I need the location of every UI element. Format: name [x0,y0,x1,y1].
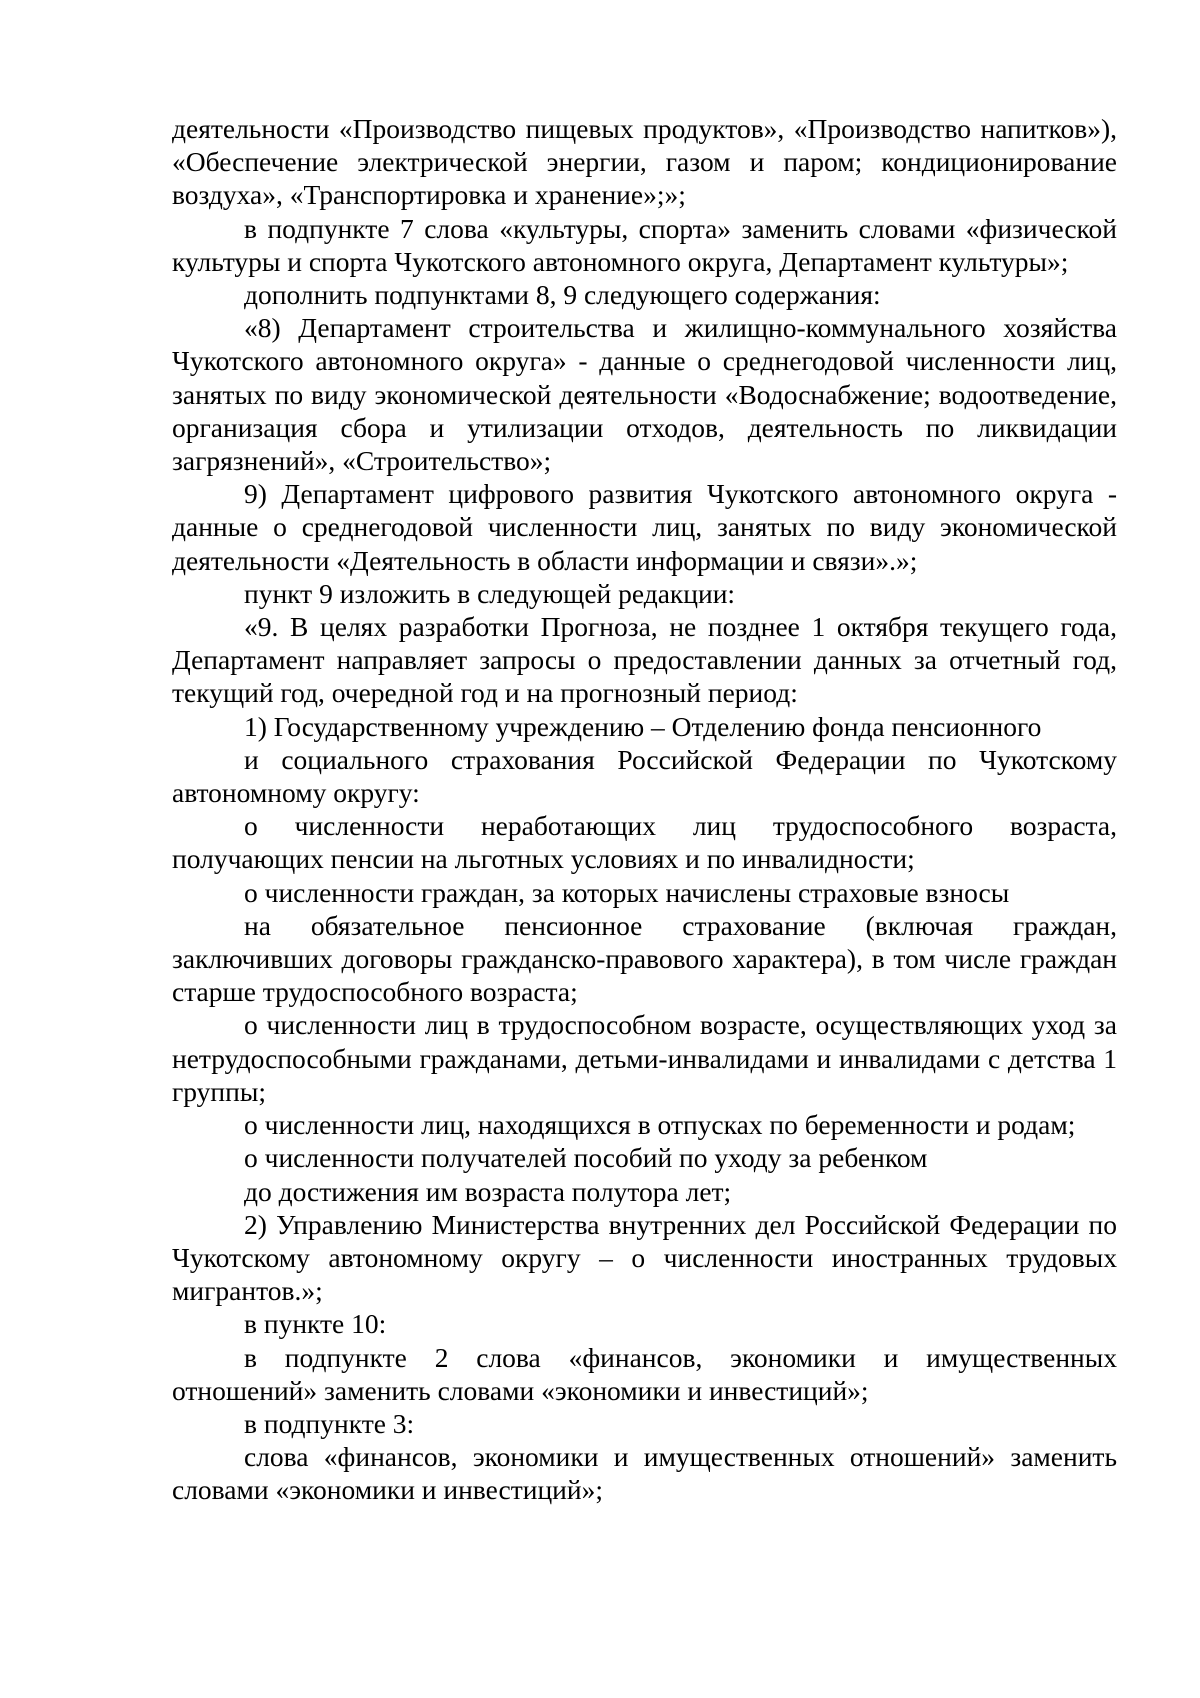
paragraph-2: в подпункте 7 слова «культуры, спорта» заменить словами «физической культуры и спорта Чукотского автономного округа, Департамент культуры»; [172,212,1117,277]
paragraph-8: 1) Государственному учреждению – Отделению фонда пенсионного [244,710,1042,742]
paragraph-19: в подпункте 2 слова «финансов, экономики и имущественных отношений» заменить словами «экономики и инвестиций»; [172,1341,1117,1406]
paragraph-17: 2) Управлению Министерства внутренних дел Российской Федерации по Чукотскому автономному округу – о численности иностранных трудовых мигрантов.»; [172,1208,1117,1307]
paragraph-10: о численности неработающих лиц трудоспособного возраста, получающих пенсии на льготных условиях и по инвалидности; [172,810,1117,875]
paragraph-18: в пункте 10: [244,1308,387,1340]
paragraph-4: «8) Департамент строительства и жилищно-коммунального хозяйства Чукотского автономного округа» - данные о среднегодовой численности лиц, занятых по виду экономической деятельности «Водоснабжение; водоотведение, организация сбора и утилизации отходов, деятельность по ликвидации загрязнений», «Строительство»; [172,312,1117,477]
paragraph-11: о численности граждан, за которых начислены страховые взносы [244,876,1010,908]
paragraph-21: слова «финансов, экономики и имущественных отношений» заменить словами «экономики и инвестиций»; [172,1441,1117,1506]
paragraph-3: дополнить подпунктами 8, 9 следующего содержания: [244,279,881,311]
paragraph-15: о численности получателей пособий по уходу за ребенком [244,1142,928,1174]
paragraph-12: на обязательное пенсионное страхование (включая граждан, заключивших договоры гражданско-правового характера), в том числе граждан старше трудоспособного возраста; [172,909,1117,1008]
paragraph-9: и социального страхования Российской Федерации по Чукотскому автономному округу: [172,743,1117,809]
paragraph-7: «9. В целях разработки Прогноза, не позднее 1 октября текущего года, Департамент направляет запросы о предоставлении данных за отчетный год, текущий год, очередной год и на прогнозный период: [172,611,1117,709]
document-body [172,112,1117,1507]
paragraph-20: в подпункте 3: [244,1407,415,1439]
paragraph-1: деятельности «Производство пищевых продуктов», «Производство напитков»), «Обеспечение электрической энергии, газом и паром; кондиционирование воздуха», «Транспортировка и хранение»;»; [172,113,1117,211]
paragraph-5: 9) Департамент цифрового развития Чукотского автономного округа - данные о среднегодовой численности лиц, занятых по виду экономической деятельности «Деятельность в области информации и связи».»; [172,478,1117,576]
paragraph-14: о численности лиц, находящихся в отпусках по беременности и родам; [244,1109,1076,1141]
paragraph-13: о численности лиц в трудоспособном возрасте, осуществляющих уход за нетрудоспособными гражданами, детьми-инвалидами и инвалидами с детства 1 группы; [172,1009,1117,1107]
paragraph-16: до достижения им возраста полутора лет; [244,1175,732,1207]
paragraph-6: пункт 9 изложить в следующей редакции: [244,577,736,609]
